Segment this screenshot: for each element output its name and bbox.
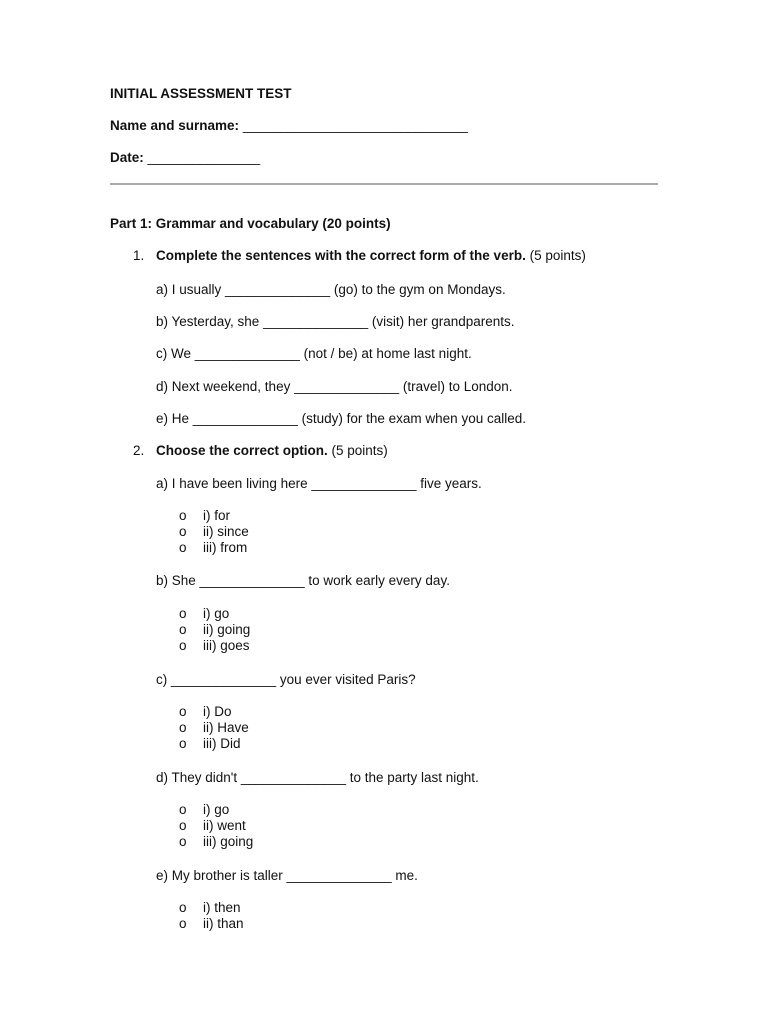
bullet-marker: o bbox=[179, 720, 187, 735]
question-1-points: (5 points) bbox=[525, 248, 586, 263]
bullet-marker: o bbox=[179, 834, 187, 849]
option-text: i) for bbox=[203, 508, 230, 523]
document-title: INITIAL ASSESSMENT TEST bbox=[110, 86, 292, 101]
q2-item-d-option-1 bbox=[179, 802, 229, 818]
bullet-marker: o bbox=[179, 736, 187, 751]
q1-item-b: b) Yesterday, she ______________ (visit) her grandparents. bbox=[156, 314, 515, 329]
q2-item-a-option-3 bbox=[179, 540, 247, 556]
date-label: Date: bbox=[110, 150, 144, 165]
q2-item-b-option-1 bbox=[179, 606, 229, 622]
question-1-number: 1. bbox=[133, 248, 145, 263]
option-text: ii) went bbox=[203, 818, 246, 833]
q2-item-c-stem: c) ______________ you ever visited Paris? bbox=[156, 672, 416, 687]
q2-item-d-option-3 bbox=[179, 834, 253, 850]
bullet-marker: o bbox=[179, 606, 187, 621]
q2-item-c-option-3 bbox=[179, 736, 241, 752]
date-blank: _______________ bbox=[147, 150, 261, 165]
q2-item-b-option-3 bbox=[179, 638, 250, 654]
name-label: Name and surname: bbox=[110, 118, 240, 133]
q2-item-e-option-2 bbox=[179, 916, 244, 932]
q2-item-c-option-2 bbox=[179, 720, 249, 736]
option-text: i) go bbox=[203, 606, 230, 621]
bullet-marker: o bbox=[179, 508, 187, 523]
bullet-marker: o bbox=[179, 622, 187, 637]
option-text: i) Do bbox=[203, 704, 232, 719]
q1-item-a: a) I usually ______________ (go) to the gym on Mondays. bbox=[156, 282, 506, 297]
q1-item-e: e) He ______________ (study) for the exam when you called. bbox=[156, 411, 526, 426]
bullet-marker: o bbox=[179, 900, 187, 915]
bullet-marker: o bbox=[179, 524, 187, 539]
option-text: ii) Have bbox=[203, 720, 249, 735]
q2-item-a-stem: a) I have been living here ______________ five years. bbox=[156, 476, 482, 491]
q2-item-a-option-1 bbox=[179, 508, 230, 524]
bullet-marker: o bbox=[179, 638, 187, 653]
question-1-instruction bbox=[156, 248, 586, 264]
bullet-marker: o bbox=[179, 540, 187, 555]
option-text: iii) goes bbox=[203, 638, 250, 653]
option-text: ii) since bbox=[203, 524, 249, 539]
q2-item-b-stem: b) She ______________ to work early every day. bbox=[156, 573, 450, 588]
question-1-text: Complete the sentences with the correct form of the verb. bbox=[156, 248, 526, 263]
part1-heading: Part 1: Grammar and vocabulary (20 points) bbox=[110, 216, 391, 231]
question-2-points: (5 points) bbox=[327, 443, 388, 458]
option-text: i) then bbox=[203, 900, 241, 915]
option-text: iii) Did bbox=[203, 736, 241, 751]
option-text: iii) going bbox=[203, 834, 254, 849]
date-field-line bbox=[110, 150, 260, 166]
question-2-instruction bbox=[156, 443, 388, 459]
bullet-marker: o bbox=[179, 818, 187, 833]
bullet-marker: o bbox=[179, 704, 187, 719]
header-divider bbox=[110, 183, 658, 185]
name-blank: ______________________________ bbox=[242, 118, 469, 133]
option-text: i) go bbox=[203, 802, 230, 817]
question-2-text: Choose the correct option. bbox=[156, 443, 328, 458]
q2-item-d-stem: d) They didn't ______________ to the party last night. bbox=[156, 770, 479, 785]
question-2-number: 2. bbox=[133, 443, 145, 458]
option-text: iii) from bbox=[203, 540, 248, 555]
q2-item-d-option-2 bbox=[179, 818, 246, 834]
option-text: ii) than bbox=[203, 916, 244, 931]
q1-item-c: c) We ______________ (not / be) at home last night. bbox=[156, 346, 472, 361]
q2-item-e-option-1 bbox=[179, 900, 241, 916]
q2-item-e-stem: e) My brother is taller ______________ me. bbox=[156, 868, 418, 883]
bullet-marker: o bbox=[179, 802, 187, 817]
q2-item-a-option-2 bbox=[179, 524, 249, 540]
q1-item-d: d) Next weekend, they ______________ (travel) to London. bbox=[156, 379, 513, 394]
name-field-line bbox=[110, 118, 468, 134]
q2-item-b-option-2 bbox=[179, 622, 250, 638]
bullet-marker: o bbox=[179, 916, 187, 931]
q2-item-c-option-1 bbox=[179, 704, 232, 720]
option-text: ii) going bbox=[203, 622, 251, 637]
